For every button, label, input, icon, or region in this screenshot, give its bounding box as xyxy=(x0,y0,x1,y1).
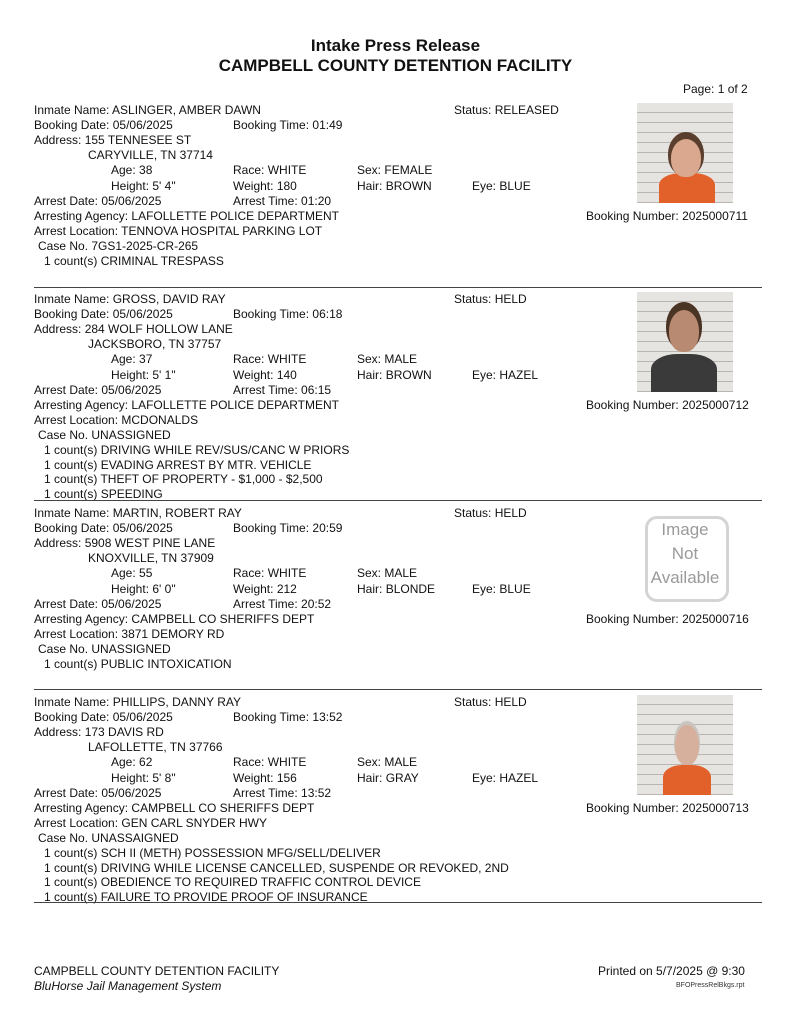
charge-line: 1 count(s) SCH II (METH) POSSESSION MFG/SELL/DELIVER xyxy=(44,846,381,860)
race-label: Race: xyxy=(233,755,265,769)
case-number-value: UNASSIGNED xyxy=(91,642,171,656)
arrest-date-label: Arrest Date: xyxy=(34,597,99,611)
booking-date xyxy=(34,118,173,132)
age-value: 55 xyxy=(139,566,153,580)
height-label: Height: xyxy=(111,179,150,193)
case-number-value: UNASSAIGNED xyxy=(91,831,179,845)
booking-number-label: Booking Number: xyxy=(586,398,679,412)
height-label: Height: xyxy=(111,771,150,785)
booking-time-value: 06:18 xyxy=(312,307,343,321)
arrest-date xyxy=(34,194,161,208)
arrest-date-value: 05/06/2025 xyxy=(101,597,162,611)
race xyxy=(233,352,306,366)
height-value: 5' 1" xyxy=(152,368,176,382)
age xyxy=(111,352,152,366)
arrest-time-label: Arrest Time: xyxy=(233,194,298,208)
booking-number-label: Booking Number: xyxy=(586,209,679,223)
race xyxy=(233,163,306,177)
status xyxy=(454,292,527,306)
arrest-location-label: Arrest Location: xyxy=(34,627,119,641)
arrest-date xyxy=(34,786,161,800)
booking-number-value: 2025000713 xyxy=(682,801,749,815)
eye-value: HAZEL xyxy=(499,771,539,785)
address-value: 155 TENNESEE ST xyxy=(84,133,192,147)
race xyxy=(233,566,306,580)
address-city: CARYVILLE, TN 37714 xyxy=(88,148,213,162)
eye-label: Eye: xyxy=(472,179,497,193)
hair-value: BLONDE xyxy=(385,582,436,596)
arrest-time xyxy=(233,786,331,800)
booking-time-value: 01:49 xyxy=(312,118,343,132)
inmate-name-value: GROSS, DAVID RAY xyxy=(112,292,226,306)
arresting-agency-value: LAFOLLETTE POLICE DEPARTMENT xyxy=(131,209,340,223)
weight-value: 140 xyxy=(276,368,297,382)
booking-time-label: Booking Time: xyxy=(233,118,310,132)
case-number xyxy=(38,642,171,656)
age-value: 38 xyxy=(139,163,153,177)
case-number xyxy=(38,428,171,442)
arrest-location-value: GEN CARL SNYDER HWY xyxy=(121,816,267,830)
arrest-location-label: Arrest Location: xyxy=(34,816,119,830)
arrest-location xyxy=(34,816,267,830)
inmate-name-label: Inmate Name: xyxy=(34,292,110,306)
address-value: 5908 WEST PINE LANE xyxy=(84,536,216,550)
height-value: 6' 0" xyxy=(152,582,176,596)
address xyxy=(34,322,233,336)
arrest-location-label: Arrest Location: xyxy=(34,413,119,427)
booking-date-value: 05/06/2025 xyxy=(112,118,173,132)
address-value: 284 WOLF HOLLOW LANE xyxy=(84,322,233,336)
height-label: Height: xyxy=(111,582,150,596)
arresting-agency xyxy=(34,801,314,815)
inmate-name xyxy=(34,506,242,520)
arrest-location xyxy=(34,413,198,427)
arrest-date-value: 05/06/2025 xyxy=(101,383,162,397)
status xyxy=(454,103,559,117)
arrest-time-value: 01:20 xyxy=(301,194,332,208)
arrest-location-value: 3871 DEMORY RD xyxy=(121,627,225,641)
eye xyxy=(472,771,538,785)
height xyxy=(111,582,176,596)
status-value: RELEASED xyxy=(494,103,559,117)
weight xyxy=(233,179,297,193)
sex-label: Sex: xyxy=(357,352,382,366)
hair xyxy=(357,179,432,193)
race xyxy=(233,755,306,769)
charge-line: 1 count(s) PUBLIC INTOXICATION xyxy=(44,657,232,671)
sex-value: MALE xyxy=(384,352,418,366)
height xyxy=(111,368,176,382)
inmate-name xyxy=(34,292,226,306)
status-value: HELD xyxy=(494,695,527,709)
case-number-value: UNASSIGNED xyxy=(91,428,171,442)
sex xyxy=(357,163,432,177)
booking-time-label: Booking Time: xyxy=(233,307,310,321)
age-value: 62 xyxy=(139,755,153,769)
arresting-agency-label: Arresting Agency: xyxy=(34,612,129,626)
eye-value: HAZEL xyxy=(499,368,539,382)
record-divider xyxy=(34,500,762,501)
age xyxy=(111,755,152,769)
hair xyxy=(357,368,432,382)
booking-number xyxy=(586,398,749,412)
arresting-agency-label: Arresting Agency: xyxy=(34,209,129,223)
head xyxy=(675,725,699,765)
weight-label: Weight: xyxy=(233,582,274,596)
status-label: Status: xyxy=(454,695,492,709)
eye-value: BLUE xyxy=(499,179,531,193)
eye-value: BLUE xyxy=(499,582,531,596)
race-label: Race: xyxy=(233,352,265,366)
arrest-time xyxy=(233,383,331,397)
address-value: 173 DAVIS RD xyxy=(84,725,164,739)
address xyxy=(34,536,215,550)
booking-time xyxy=(233,521,342,535)
arrest-date xyxy=(34,597,161,611)
address-label: Address: xyxy=(34,536,82,550)
booking-time-label: Booking Time: xyxy=(233,521,310,535)
arrest-date-value: 05/06/2025 xyxy=(101,194,162,208)
age-value: 37 xyxy=(139,352,153,366)
booking-number-value: 2025000716 xyxy=(682,612,749,626)
footer-system: BluHorse Jail Management System xyxy=(34,979,222,993)
weight-label: Weight: xyxy=(233,771,274,785)
booking-number xyxy=(586,801,749,815)
age-label: Age: xyxy=(111,755,136,769)
arrest-location-value: TENNOVA HOSPITAL PARKING LOT xyxy=(121,224,323,238)
arresting-agency-value: LAFOLLETTE POLICE DEPARTMENT xyxy=(131,398,340,412)
head xyxy=(669,310,699,352)
charge-line: 1 count(s) CRIMINAL TRESPASS xyxy=(44,254,224,268)
height-label: Height: xyxy=(111,368,150,382)
arrest-time-label: Arrest Time: xyxy=(233,597,298,611)
eye-label: Eye: xyxy=(472,368,497,382)
arrest-time xyxy=(233,597,331,611)
case-number-value: 7GS1-2025-CR-265 xyxy=(91,239,199,253)
torso xyxy=(651,354,717,392)
case-number-label: Case No. xyxy=(38,239,89,253)
mugshot-photo xyxy=(637,695,733,795)
weight-label: Weight: xyxy=(233,368,274,382)
sex-value: MALE xyxy=(384,566,418,580)
race-value: WHITE xyxy=(267,566,307,580)
booking-date xyxy=(34,710,173,724)
placeholder-text: Not xyxy=(671,544,699,563)
inmate-name-label: Inmate Name: xyxy=(34,506,110,520)
placeholder-text: Image xyxy=(661,520,709,539)
status-value: HELD xyxy=(494,292,527,306)
arresting-agency-value: CAMPBELL CO SHERIFFS DEPT xyxy=(131,801,315,815)
weight-value: 156 xyxy=(276,771,297,785)
arrest-time-label: Arrest Time: xyxy=(233,383,298,397)
booking-date-label: Booking Date: xyxy=(34,307,110,321)
record-divider xyxy=(34,689,762,690)
arresting-agency-value: CAMPBELL CO SHERIFFS DEPT xyxy=(131,612,315,626)
sex-value: MALE xyxy=(384,755,418,769)
inmate-name-value: ASLINGER, AMBER DAWN xyxy=(112,103,261,117)
address-city: LAFOLLETTE, TN 37766 xyxy=(88,740,223,754)
hair-value: BROWN xyxy=(385,368,432,382)
booking-time-label: Booking Time: xyxy=(233,710,310,724)
sex-label: Sex: xyxy=(357,755,382,769)
arrest-date-value: 05/06/2025 xyxy=(101,786,162,800)
case-number xyxy=(38,831,179,845)
torso xyxy=(663,765,711,795)
record-divider xyxy=(34,902,762,903)
booking-date-label: Booking Date: xyxy=(34,521,110,535)
charge-line: 1 count(s) DRIVING WHILE REV/SUS/CANC W PRIORS xyxy=(44,443,350,457)
arrest-date xyxy=(34,383,161,397)
mugshot-photo xyxy=(637,292,733,392)
inmate-name xyxy=(34,695,241,709)
booking-number-label: Booking Number: xyxy=(586,801,679,815)
arresting-agency-label: Arresting Agency: xyxy=(34,398,129,412)
address-label: Address: xyxy=(34,133,82,147)
eye-label: Eye: xyxy=(472,771,497,785)
charge-line: 1 count(s) FAILURE TO PROVIDE PROOF OF INSURANCE xyxy=(44,889,368,904)
case-number-label: Case No. xyxy=(38,831,89,845)
inmate-name-value: MARTIN, ROBERT RAY xyxy=(112,506,242,520)
arresting-agency-label: Arresting Agency: xyxy=(34,801,129,815)
weight xyxy=(233,368,297,382)
status xyxy=(454,506,527,520)
address xyxy=(34,133,191,147)
hair-label: Hair: xyxy=(357,179,383,193)
sex-label: Sex: xyxy=(357,566,382,580)
age-label: Age: xyxy=(111,352,136,366)
booking-time xyxy=(233,710,342,724)
inmate-name xyxy=(34,103,261,117)
booking-date-value: 05/06/2025 xyxy=(112,307,173,321)
booking-date-label: Booking Date: xyxy=(34,118,110,132)
booking-time xyxy=(233,118,342,132)
mugshot-photo xyxy=(637,103,733,203)
torso xyxy=(659,173,715,203)
inmate-name-label: Inmate Name: xyxy=(34,695,110,709)
address-city: JACKSBORO, TN 37757 xyxy=(88,337,222,351)
eye xyxy=(472,582,531,596)
sex-label: Sex: xyxy=(357,163,382,177)
footer-facility: CAMPBELL COUNTY DETENTION FACILITY xyxy=(34,964,280,978)
record-divider xyxy=(34,287,762,288)
charge-line: 1 count(s) SPEEDING xyxy=(44,486,163,501)
case-number xyxy=(38,239,198,253)
page-title: Intake Press Release xyxy=(310,36,481,55)
arrest-time-value: 06:15 xyxy=(301,383,332,397)
hair-label: Hair: xyxy=(357,771,383,785)
arrest-date-label: Arrest Date: xyxy=(34,786,99,800)
arresting-agency xyxy=(34,612,314,626)
booking-date xyxy=(34,521,173,535)
eye xyxy=(472,368,538,382)
case-number-label: Case No. xyxy=(38,642,89,656)
charge-line: 1 count(s) DRIVING WHILE LICENSE CANCELLED, SUSPENDE OR REVOKED, 2ND xyxy=(44,860,509,875)
hair-label: Hair: xyxy=(357,368,383,382)
arrest-time-label: Arrest Time: xyxy=(233,786,298,800)
race-label: Race: xyxy=(233,163,265,177)
hair-value: GRAY xyxy=(385,771,419,785)
weight-value: 212 xyxy=(276,582,297,596)
charge-line: 1 count(s) EVADING ARREST BY MTR. VEHICLE xyxy=(44,457,312,472)
report-name: BFOPressRelBkgs.rpt xyxy=(676,982,745,989)
sex xyxy=(357,755,417,769)
booking-number-value: 2025000712 xyxy=(682,398,749,412)
arrest-location-label: Arrest Location: xyxy=(34,224,119,238)
sex xyxy=(357,566,417,580)
booking-date-value: 05/06/2025 xyxy=(112,710,173,724)
arresting-agency xyxy=(34,398,339,412)
placeholder-text: Available xyxy=(650,568,720,587)
race-value: WHITE xyxy=(267,352,307,366)
hair xyxy=(357,582,435,596)
status-label: Status: xyxy=(454,103,492,117)
arrest-time xyxy=(233,194,331,208)
age-label: Age: xyxy=(111,566,136,580)
height xyxy=(111,179,176,193)
booking-number-value: 2025000711 xyxy=(682,209,748,223)
head xyxy=(671,139,701,177)
booking-number xyxy=(586,612,749,626)
sex xyxy=(357,352,417,366)
booking-time-value: 20:59 xyxy=(312,521,343,535)
height-value: 5' 4" xyxy=(152,179,176,193)
eye xyxy=(472,179,531,193)
booking-date-label: Booking Date: xyxy=(34,710,110,724)
status-label: Status: xyxy=(454,506,492,520)
weight-label: Weight: xyxy=(233,179,274,193)
height-value: 5' 8" xyxy=(152,771,176,785)
status-value: HELD xyxy=(494,506,527,520)
status-label: Status: xyxy=(454,292,492,306)
height xyxy=(111,771,176,785)
race-value: WHITE xyxy=(267,163,307,177)
booking-time-value: 13:52 xyxy=(312,710,343,724)
booking-date-value: 05/06/2025 xyxy=(112,521,173,535)
inmate-name-label: Inmate Name: xyxy=(34,103,110,117)
image-not-available-placeholder xyxy=(637,506,733,606)
charge-line: 1 count(s) THEFT OF PROPERTY - $1,000 - $2,500 xyxy=(44,472,323,486)
weight-value: 180 xyxy=(276,179,297,193)
arrest-date-label: Arrest Date: xyxy=(34,194,99,208)
address-label: Address: xyxy=(34,725,82,739)
age-label: Age: xyxy=(111,163,136,177)
race-label: Race: xyxy=(233,566,265,580)
hair-label: Hair: xyxy=(357,582,383,596)
race-value: WHITE xyxy=(267,755,307,769)
arrest-location xyxy=(34,224,322,238)
arrest-time-value: 20:52 xyxy=(301,597,332,611)
weight xyxy=(233,582,297,596)
arrest-location xyxy=(34,627,224,641)
arresting-agency xyxy=(34,209,339,223)
booking-date xyxy=(34,307,173,321)
charge-line: 1 count(s) OBEDIENCE TO REQUIRED TRAFFIC CONTROL DEVICE xyxy=(44,875,421,889)
page-number: Page: 1 of 2 xyxy=(683,82,748,96)
age xyxy=(111,163,152,177)
status xyxy=(454,695,527,709)
address xyxy=(34,725,164,739)
sex-value: FEMALE xyxy=(384,163,433,177)
arrest-location-value: MCDONALDS xyxy=(121,413,199,427)
booking-number-label: Booking Number: xyxy=(586,612,679,626)
eye-label: Eye: xyxy=(472,582,497,596)
arrest-time-value: 13:52 xyxy=(301,786,332,800)
hair-value: BROWN xyxy=(385,179,432,193)
arrest-date-label: Arrest Date: xyxy=(34,383,99,397)
address-city: KNOXVILLE, TN 37909 xyxy=(88,551,214,565)
weight xyxy=(233,771,297,785)
booking-number xyxy=(586,209,748,223)
printed-timestamp: Printed on 5/7/2025 @ 9:30 xyxy=(598,964,745,978)
booking-time xyxy=(233,307,342,321)
address-label: Address: xyxy=(34,322,82,336)
facility-title: CAMPBELL COUNTY DETENTION FACILITY xyxy=(218,56,573,75)
age xyxy=(111,566,152,580)
case-number-label: Case No. xyxy=(38,428,89,442)
inmate-name-value: PHILLIPS, DANNY RAY xyxy=(112,695,241,709)
hair xyxy=(357,771,419,785)
